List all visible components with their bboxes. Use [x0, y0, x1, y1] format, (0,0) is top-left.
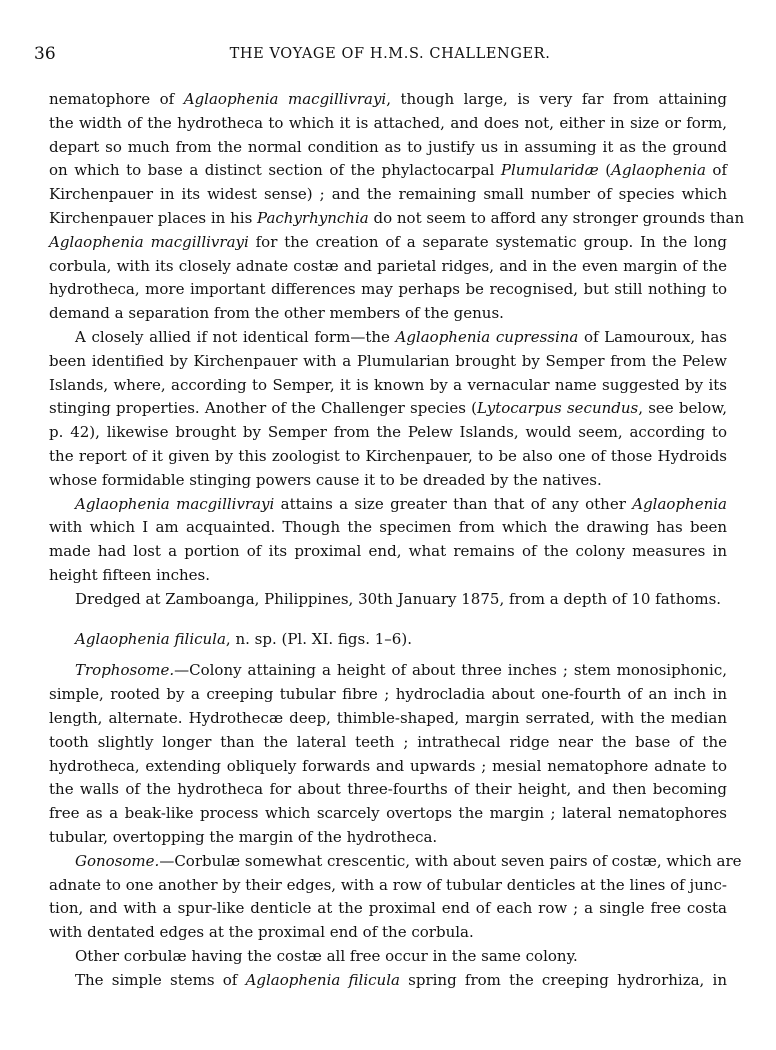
taxon-name: Aglaophenia macgillivrayi — [75, 494, 275, 513]
text-line: made had lost a portion of its proximal end, what remains of the colony measures in — [49, 542, 727, 561]
trophosome-label: Trophosome. — [75, 661, 175, 680]
text-line: Aglaophenia macgillivrayi attains a size greater than that of any other Aglaophenia — [75, 494, 727, 513]
text-line: depart so much from the normal condition as to justify us in assuming it as the ground — [49, 137, 727, 156]
text-line: with which I am acquainted. Though the specimen from which the drawing has been — [49, 518, 727, 537]
text-line: height fifteen inches. — [49, 565, 211, 584]
taxon-name: Pachyrhynchia — [257, 208, 369, 227]
text-line: Other corbulæ having the costæ all free occur in the same colony. — [75, 946, 578, 965]
text-line: Aglaophenia macgillivrayi for the creation of a separate systematic group. In the long — [49, 232, 727, 251]
species-heading: Aglaophenia filicula, n. sp. (Pl. XI. figs. 1–6). — [75, 629, 412, 648]
locality-line: Dredged at Zamboanga, Philippines, 30th January 1875, from a depth of 10 fathoms. — [75, 589, 722, 608]
text-line: the report of it given by this zoologist to Kirchenpauer, to be also one of those Hydroids — [49, 446, 727, 465]
text-line: tooth slightly longer than the lateral teeth ; intrathecal ridge near the base of the — [49, 732, 727, 751]
text-line: free as a beak-like process which scarcely overtops the margin ; lateral nematophores — [49, 804, 727, 823]
text-line: on which to base a distinct section of the phylactocarpal Plumularidæ (Aglaophenia of — [49, 161, 727, 180]
text-line: p. 42), likewise brought by Semper from the Pelew Islands, would seem, according to — [49, 423, 727, 442]
taxon-name: Lytocarpus secundus — [477, 399, 639, 418]
text-line: the width of the hydrotheca to which it is attached, and does not, either in size or form, — [49, 113, 727, 132]
text-line: A closely allied if not identical form—the Aglaophenia cupressina of Lamouroux, has — [75, 327, 727, 346]
page-number: 36 — [34, 44, 56, 64]
text-line: length, alternate. Hydrothecæ deep, thimble-shaped, margin serrated, with the median — [49, 708, 727, 727]
text-line: Kirchenpauer places in his Pachyrhynchia do not seem to afford any stronger grounds than — [49, 208, 745, 227]
page-header — [34, 44, 746, 70]
text-line: hydrotheca, extending obliquely forwards and upwards ; mesial nematophore adnate to — [49, 756, 727, 775]
text-line: hydrotheca, more important differences may perhaps be recognised, but still nothing to — [49, 280, 727, 299]
text-line: been identified by Kirchenpauer with a Plumularian brought by Semper from the Pelew — [49, 351, 727, 370]
taxon-name: Plumularidæ — [500, 161, 599, 180]
gonosome-label: Gonosome. — [75, 851, 160, 870]
text-line: tion, and with a spur-like denticle at the proximal end of each row ; a single free costa — [49, 899, 727, 918]
taxon-name: Aglaophenia — [611, 161, 706, 180]
text-line: stinging properties. Another of the Challenger species (Lytocarpus secundus, see below, — [49, 399, 728, 418]
taxon-name: Aglaophenia macgillivrayi — [49, 232, 249, 251]
text-line: The simple stems of Aglaophenia filicula spring from the creeping hydrorhiza, in — [75, 970, 727, 989]
text-line: nematophore of Aglaophenia macgillivrayi, though large, is very far from attaining — [49, 90, 727, 108]
text-line: Gonosome.—Corbulæ somewhat crescentic, with about seven pairs of costæ, which are — [75, 851, 742, 870]
taxon-name: Aglaophenia filicula — [245, 970, 400, 989]
text-line: Trophosome.—Colony attaining a height of about three inches ; stem monosiphonic, — [75, 661, 727, 680]
taxon-name: Aglaophenia cupressina — [395, 327, 579, 346]
text-line: Kirchenpauer in its widest sense) ; and the remaining small number of species which — [49, 185, 727, 204]
text-line: with dentated edges at the proximal end of the corbula. — [49, 923, 474, 942]
species-name: Aglaophenia filicula — [75, 629, 226, 648]
text-line: simple, rooted by a creeping tubular fibre ; hydrocladia about one-fourth of an inch in — [49, 685, 727, 704]
text-line: corbula, with its closely adnate costæ and parietal ridges, and in the even margin of the — [49, 256, 727, 275]
body-text — [49, 88, 745, 992]
running-title: THE VOYAGE OF H.M.S. CHALLENGER. — [229, 46, 551, 62]
taxon-name: Aglaophenia — [632, 494, 727, 513]
text-line: demand a separation from the other members of the genus. — [49, 304, 504, 323]
text-line: adnate to one another by their edges, with a row of tubular denticles at the lines of junc- — [49, 875, 727, 894]
text-line: whose formidable stinging powers cause it to be dreaded by the natives. — [49, 470, 602, 489]
taxon-name: Aglaophenia macgillivrayi — [183, 90, 387, 108]
text-line: Islands, where, according to Semper, it is known by a vernacular name suggested by its — [49, 375, 727, 394]
text-line: tubular, overtopping the margin of the hydrotheca. — [49, 827, 438, 846]
text-line: the walls of the hydrotheca for about three-fourths of their height, and then becoming — [49, 780, 727, 799]
